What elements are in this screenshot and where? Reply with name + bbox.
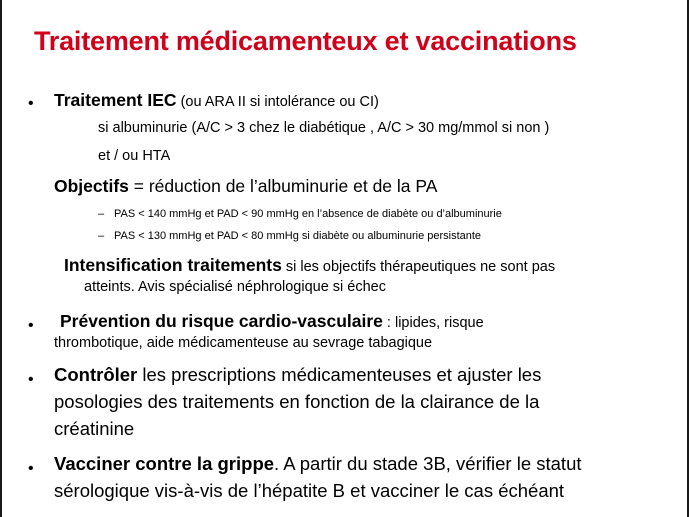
item-controler-text: les prescriptions médicamenteuses et ajuster les [137,364,542,385]
item-controler-line2: posologies des traitements en fonction de la clairance de la [54,391,540,412]
item-vacciner-line [54,453,582,475]
bullet-icon: • [28,95,34,112]
item-iec-line [54,90,379,111]
item-prevention-line2: thrombotique, aide médicamenteuse au sevrage tabagique [54,335,433,351]
objectifs-bold: Objectifs [54,176,129,196]
item-iec-text: (ou ARA II si intolérance ou CI) [176,94,379,110]
bullet-icon: • [28,317,34,334]
slide-title: Traitement médicamenteux et vaccinations [34,26,577,56]
objectifs-text: = réduction de l’albuminurie et de la PA [128,176,438,196]
objectifs-line [54,176,437,197]
intensification-text: si les objectifs thérapeutiques ne sont pas [281,259,556,275]
item-vacciner-bold: Vacciner contre la grippe [54,453,275,474]
item-vacciner-line2: sérologique vis-à-vis de l’hépatite B et vacciner le cas échéant [54,480,565,501]
item-prevention-line [60,311,484,332]
item-iec-sub2: et / ou HTA [98,148,171,164]
item-controler-bold: Contrôler [54,364,138,385]
dash-icon: – [98,230,105,242]
objectifs-dash2: PAS < 130 mmHg et PAD < 80 mmHg si diabète ou albuminurie persistante [114,230,482,242]
intensification-bold: Intensification traitements [64,255,282,275]
objectifs-dash1: PAS < 140 mmHg et PAD < 90 mmHg en l’absence de diabète ou d’albuminurie [114,208,502,220]
item-controler-line [54,364,541,386]
bullet-icon: • [28,460,34,477]
item-iec-sub1: si albuminurie (A/C > 3 chez le diabétique , A/C > 30 mg/mmol si non ) [98,120,550,136]
intensification-line [64,255,555,276]
intensification-line2: atteints. Avis spécialisé néphrologique si échec [84,279,387,295]
item-vacciner-text: . A partir du stade 3B, vérifier le statut [274,453,582,474]
item-prevention-text: : lipides, risque [382,315,484,331]
objectifs-dash1-line [98,208,502,221]
objectifs-dash2-line [98,230,481,243]
dash-icon: – [98,208,105,220]
item-controler-line3: créatinine [54,418,135,439]
bullet-icon: • [28,371,34,388]
item-iec-bold: Traitement IEC [54,90,177,110]
item-prevention-bold: Prévention du risque cardio-vasculaire [60,311,383,331]
